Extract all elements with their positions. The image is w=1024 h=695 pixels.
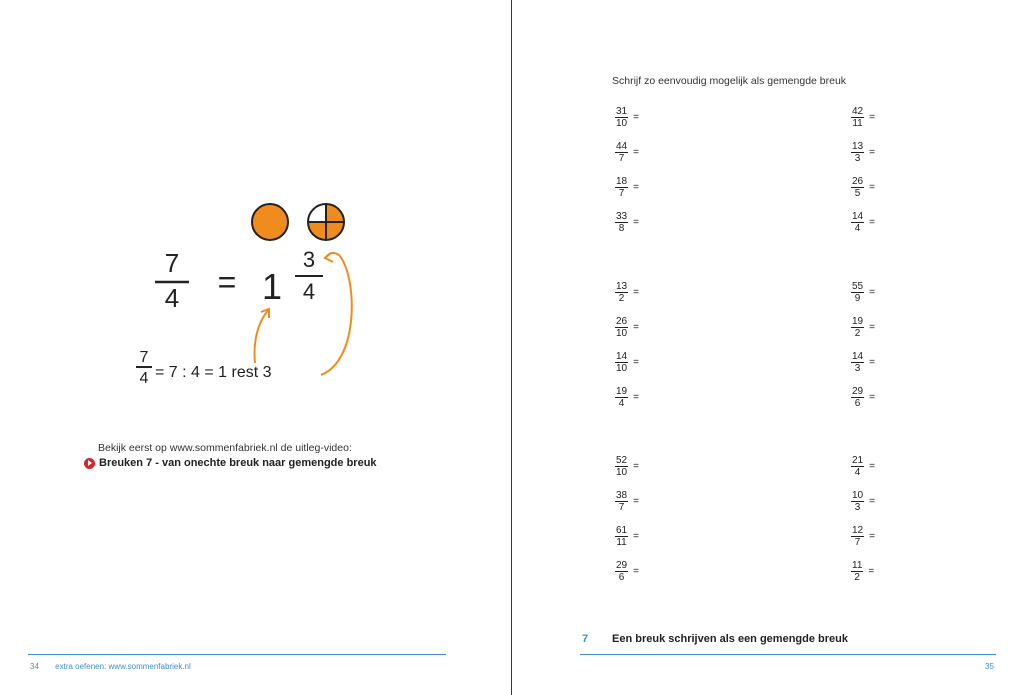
fraction-numerator: 55: [852, 281, 864, 292]
fraction-denominator: 2: [618, 293, 625, 304]
fraction-denominator: 4: [854, 467, 861, 478]
fraction-denominator: 4: [618, 398, 625, 409]
fraction-numerator: 31: [616, 106, 628, 117]
exercise-item: [615, 281, 639, 304]
fraction-denominator: 10: [616, 118, 628, 129]
exercise-item: [851, 141, 875, 164]
fraction-denominator: 3: [854, 363, 861, 374]
fraction-numerator: 13: [616, 281, 628, 292]
equals-sign: =: [633, 357, 639, 368]
equals-sign: =: [633, 217, 639, 228]
fraction: [615, 490, 628, 513]
section-title: Een breuk schrijven als een gemengde breuk: [612, 633, 848, 645]
fraction-numerator: 14: [852, 351, 864, 362]
exercise-item: [851, 316, 875, 339]
fraction-numerator: 18: [616, 176, 628, 187]
equals-sign: =: [633, 392, 639, 403]
fraction: [851, 141, 864, 164]
equals-sign: =: [633, 566, 639, 577]
section-number: 7: [582, 633, 589, 645]
footer-rule-left: [28, 654, 446, 655]
video-link-label[interactable]: Breuken 7 - van onechte breuk naar gemengde breuk: [99, 457, 377, 469]
fraction-numerator: 29: [852, 386, 864, 397]
fraction: [615, 386, 628, 409]
exercise-item: [851, 106, 875, 129]
fraction: [851, 176, 864, 199]
exercise-item: [615, 455, 639, 478]
fraction: [851, 455, 864, 478]
fraction-numerator: 38: [616, 490, 628, 501]
fraction-denominator: 2: [854, 328, 861, 339]
fraction-denominator: 7: [854, 537, 861, 548]
equals-sign: =: [868, 566, 875, 577]
fraction: [615, 106, 628, 129]
fraction: [615, 316, 628, 339]
division-expression: = 7 : 4 = 1 rest 3: [155, 364, 272, 381]
fraction-numerator: 26: [616, 316, 628, 327]
fraction-numerator: 14: [616, 351, 628, 362]
equals-sign: =: [633, 531, 639, 542]
equals-sign: =: [633, 147, 639, 158]
fraction-numerator: 52: [616, 455, 628, 466]
exercise-item: [851, 560, 874, 583]
equals-sign: =: [869, 392, 875, 403]
main-numerator: 7: [164, 248, 180, 278]
video-link[interactable]: [84, 457, 377, 469]
equals-sign: =: [869, 496, 875, 507]
fraction-numerator: 19: [852, 316, 864, 327]
handwritten-illustration: [125, 195, 365, 405]
exercise-item: [615, 141, 639, 164]
equals-sign: =: [869, 147, 875, 158]
fraction-numerator: 26: [852, 176, 864, 187]
fraction: [851, 281, 864, 304]
fraction: [615, 351, 628, 374]
fraction-denominator: 11: [852, 118, 863, 129]
exercise-instruction: Schrijf zo eenvoudig mogelijk als gemengde breuk: [612, 75, 847, 87]
result-denominator: 4: [302, 279, 316, 304]
fraction: [615, 211, 628, 234]
equals-sign: =: [217, 264, 237, 300]
fraction-denominator: 2: [854, 572, 860, 583]
equals-sign: =: [633, 287, 639, 298]
exercise-item: [615, 560, 639, 583]
equals-sign: =: [633, 182, 639, 193]
video-intro-text: Bekijk eerst op www.sommenfabriek.nl de uitleg-video:: [98, 442, 352, 454]
fraction-numerator: 44: [616, 141, 628, 152]
fraction-denominator: 9: [854, 293, 861, 304]
fraction-numerator: 11: [852, 560, 863, 571]
fraction-denominator: 3: [854, 502, 861, 513]
exercise-item: [851, 351, 875, 374]
equals-sign: =: [633, 496, 639, 507]
fraction: [615, 455, 628, 478]
fraction: [851, 351, 864, 374]
fraction-numerator: 42: [852, 106, 864, 117]
exercise-item: [615, 176, 639, 199]
fraction: [851, 106, 864, 129]
fraction: [851, 490, 864, 513]
fraction-numerator: 33: [616, 211, 628, 222]
fraction-denominator: 8: [618, 223, 625, 234]
equals-sign: =: [869, 461, 875, 472]
result-numerator: 3: [302, 247, 316, 272]
fraction-denominator: 5: [854, 188, 861, 199]
exercise-item: [615, 106, 639, 129]
play-icon[interactable]: [84, 458, 95, 469]
exercise-item: [851, 211, 875, 234]
equals-sign: =: [869, 531, 875, 542]
fraction: [615, 560, 628, 583]
fraction: [851, 386, 864, 409]
fraction: [851, 560, 863, 583]
exercise-item: [851, 490, 875, 513]
page-number-right: 35: [985, 662, 994, 671]
exercise-item: [615, 351, 639, 374]
fraction-denominator: 6: [854, 398, 861, 409]
footer-left: [30, 662, 191, 671]
page-gutter: [511, 0, 512, 695]
fraction-denominator: 6: [618, 572, 625, 583]
exercise-item: [851, 386, 875, 409]
equals-sign: =: [633, 112, 639, 123]
equals-sign: =: [869, 287, 875, 298]
fraction-denominator: 10: [616, 467, 628, 478]
quartered-circle-icon: [308, 204, 344, 240]
fraction-numerator: 61: [616, 525, 628, 536]
fraction: [851, 316, 864, 339]
fraction-numerator: 21: [852, 455, 864, 466]
small-denominator: 4: [139, 370, 149, 387]
exercise-item: [615, 525, 639, 548]
small-numerator: 7: [139, 349, 149, 366]
fraction-denominator: 10: [616, 363, 628, 374]
footer-website-text: extra oefenen: www.sommenfabriek.nl: [55, 662, 191, 671]
equals-sign: =: [869, 322, 875, 333]
fraction: [615, 525, 628, 548]
fraction-denominator: 3: [854, 153, 861, 164]
fraction: [615, 141, 628, 164]
fraction-denominator: 7: [618, 153, 625, 164]
fraction-numerator: 13: [852, 141, 864, 152]
fraction-numerator: 12: [852, 525, 864, 536]
fraction: [851, 211, 864, 234]
fraction: [615, 281, 628, 304]
equals-sign: =: [633, 322, 639, 333]
exercise-item: [851, 176, 875, 199]
fraction-denominator: 7: [618, 188, 625, 199]
equals-sign: =: [869, 182, 875, 193]
fraction-numerator: 19: [616, 386, 628, 397]
fraction-numerator: 10: [852, 490, 864, 501]
main-denominator: 4: [164, 283, 180, 313]
arrow-to-remainder: [321, 253, 352, 375]
exercise-item: [851, 281, 875, 304]
arrow-to-whole: [255, 309, 269, 363]
exercise-item: [851, 525, 875, 548]
equals-sign: =: [869, 217, 875, 228]
equals-sign: =: [869, 112, 875, 123]
equals-sign: =: [633, 461, 639, 472]
equals-sign: =: [869, 357, 875, 368]
fraction-numerator: 29: [616, 560, 628, 571]
fraction-denominator: 4: [854, 223, 861, 234]
page-number-left: 34: [30, 662, 39, 671]
fraction: [851, 525, 864, 548]
exercise-item: [615, 490, 639, 513]
exercise-item: [615, 211, 639, 234]
exercise-item: [851, 455, 875, 478]
footer-rule-right: [580, 654, 996, 655]
fraction-denominator: 7: [618, 502, 625, 513]
fraction-numerator: 14: [852, 211, 864, 222]
exercise-item: [615, 316, 639, 339]
fraction-denominator: 11: [616, 537, 627, 548]
full-circle-icon: [252, 204, 288, 240]
whole-number: 1: [261, 266, 283, 307]
fraction-denominator: 10: [616, 328, 628, 339]
exercise-item: [615, 386, 639, 409]
fraction: [615, 176, 628, 199]
